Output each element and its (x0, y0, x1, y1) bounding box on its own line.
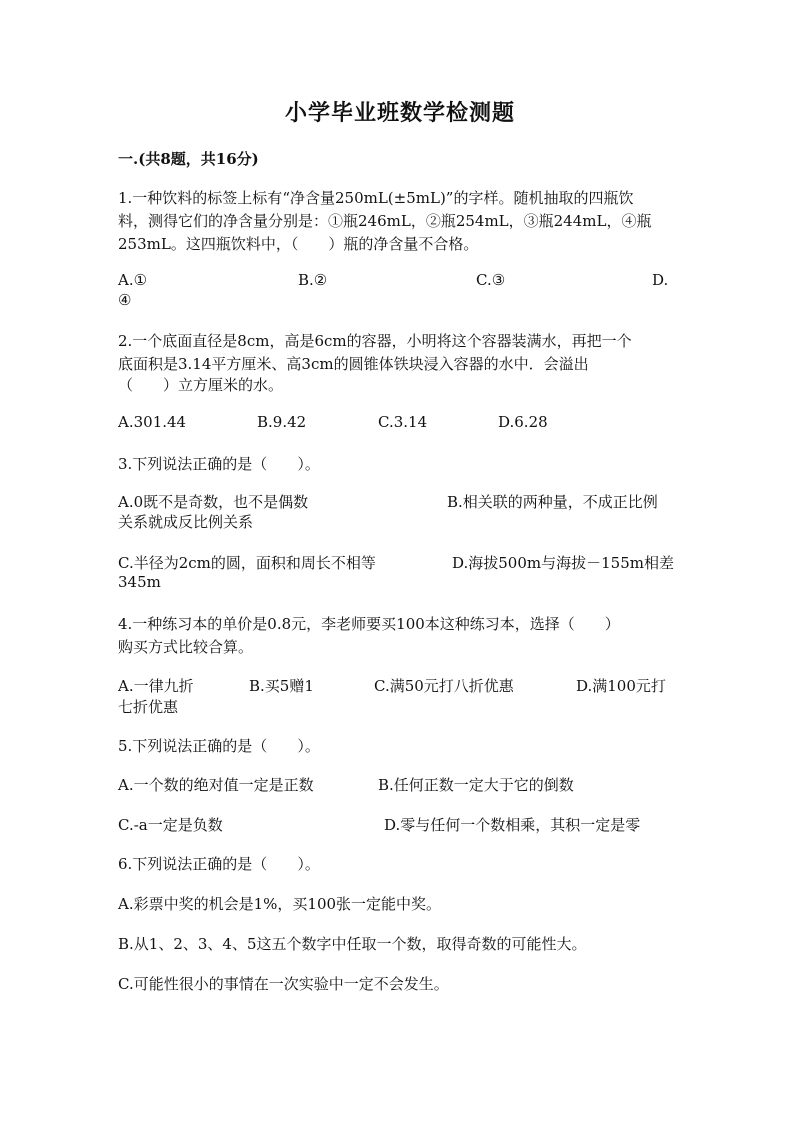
section-heading: 一.(共8题，共16分) (118, 150, 259, 168)
q4-line-2: 购买方式比较合算。 (118, 638, 254, 656)
q3-option-c[interactable]: C.半径为2cm的圆，面积和周长不相等 (118, 554, 376, 572)
q1-option-c[interactable]: C.③ (476, 271, 506, 289)
q1-option-d-wrap: ④ (118, 291, 132, 309)
q2-option-d[interactable]: D.6.28 (498, 413, 548, 431)
q6-option-a[interactable]: A.彩票中奖的机会是1%，买100张一定能中奖。 (118, 895, 442, 913)
q2-option-b[interactable]: B.9.42 (257, 413, 307, 431)
q3-option-a[interactable]: A.0既不是奇数，也不是偶数 (118, 493, 309, 511)
q6-option-b[interactable]: B.从1、2、3、4、5这五个数字中任取一个数，取得奇数的可能性大。 (118, 935, 587, 953)
q5-option-a[interactable]: A.一个数的绝对值一定是正数 (118, 776, 314, 794)
q2-option-a[interactable]: A.301.44 (118, 413, 187, 431)
q4-line-1: 4.一种练习本的单价是0.8元，李老师要买100本这种练习本，选择（ ） (118, 615, 620, 633)
q5-option-b[interactable]: B.任何正数一定大于它的倒数 (378, 776, 574, 794)
q1-option-a[interactable]: A.① (118, 271, 148, 289)
q4-option-c[interactable]: C.满50元打八折优惠 (374, 677, 514, 695)
q2-line-2: 底面积是3.14平方厘米、高3cm的圆锥体铁块浸入容器的水中．会溢出 (118, 355, 589, 373)
q1-line-3: 253mL。这四瓶饮料中，（ ）瓶的净含量不合格。 (118, 235, 479, 253)
q1-option-b[interactable]: B.② (298, 271, 328, 289)
q3-option-d[interactable]: D.海拔500m与海拔－155m相差 (452, 554, 674, 572)
q6-option-c[interactable]: C.可能性很小的事情在一次实验中一定不会发生。 (118, 975, 449, 993)
q3-option-b-wrap: 关系就成反比例关系 (118, 513, 254, 531)
q3-stem: 3.下列说法正确的是（ ）。 (118, 455, 320, 473)
q4-option-d-wrap: 七折优惠 (118, 698, 179, 716)
q5-option-c[interactable]: C.-a一定是负数 (118, 816, 223, 834)
q1-line-1: 1.一种饮料的标签上标有“净含量250mL(±5mL)”的字样。随机抽取的四瓶饮 (118, 189, 634, 207)
q2-line-3: （ ）立方厘米的水。 (118, 376, 284, 394)
q2-line-1: 2.一个底面直径是8cm，高是6cm的容器，小明将这个容器装满水，再把一个 (118, 332, 632, 350)
q4-option-a[interactable]: A.一律九折 (118, 677, 194, 695)
q5-option-d[interactable]: D.零与任何一个数相乘，其积一定是零 (384, 816, 641, 834)
page-title: 小学毕业班数学检测题 (284, 100, 515, 126)
q2-option-c[interactable]: C.3.14 (378, 413, 428, 431)
q1-line-2: 料，测得它们的净含量分别是：①瓶246mL，②瓶254mL，③瓶244mL，④瓶 (118, 212, 652, 230)
q6-stem: 6.下列说法正确的是（ ）。 (118, 855, 320, 873)
q4-option-d[interactable]: D.满100元打 (576, 677, 666, 695)
q3-option-d-wrap: 345m (118, 573, 161, 591)
q3-option-b[interactable]: B.相关联的两种量，不成正比例 (447, 493, 658, 511)
q1-option-d[interactable]: D. (652, 271, 669, 289)
q4-option-b[interactable]: B.买5赠1 (249, 677, 314, 695)
q5-stem: 5.下列说法正确的是（ ）。 (118, 737, 320, 755)
